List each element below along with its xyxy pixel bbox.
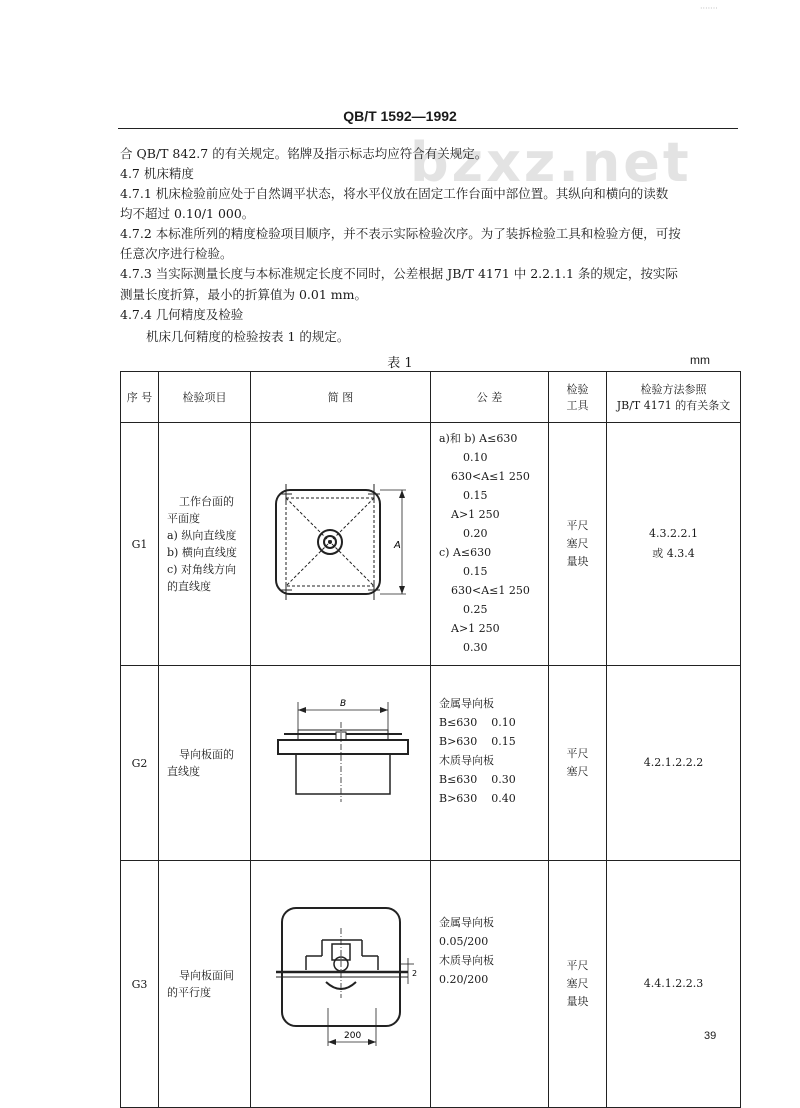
tool-name: 塞尺 bbox=[566, 977, 589, 990]
tool-name: 平尺 bbox=[566, 747, 589, 760]
diagram-cell bbox=[251, 423, 431, 666]
tolerance-line: a)和 b) A≤630 bbox=[439, 432, 518, 445]
header-method-line1: 检验方法参照 bbox=[640, 383, 707, 396]
tolerance-cell bbox=[431, 666, 549, 861]
item-line: a) 纵向直线度 bbox=[167, 529, 237, 542]
item-line: 平面度 bbox=[167, 512, 200, 525]
header-seq: 序 号 bbox=[121, 372, 159, 423]
section-heading: 4.7 机床精度 bbox=[120, 166, 194, 181]
paragraph-line: 合 QB/T 842.7 的有关规定。铭牌及指示标志均应符合有关规定。 bbox=[120, 146, 488, 161]
diagram-cell bbox=[251, 861, 431, 1108]
table-row bbox=[121, 666, 741, 861]
method-ref: 或 4.3.4 bbox=[652, 547, 695, 560]
tool-cell bbox=[549, 423, 607, 666]
method-ref: 4.3.2.2.1 bbox=[649, 527, 698, 540]
header-tool-line2: 工具 bbox=[566, 399, 589, 412]
row-id: G3 bbox=[121, 861, 159, 1108]
item-line: 导向板面的 bbox=[179, 748, 234, 761]
item-line: 工作台面的 bbox=[179, 495, 234, 508]
paragraph-line: 4.7.3 当实际测量长度与本标准规定长度不同时，公差根据 JB/T 4171 中 2.2.1.1 条的规定，按实际 bbox=[120, 266, 678, 281]
tolerance-line: A>1 250 bbox=[451, 508, 500, 521]
tolerance-line: 0.20/200 bbox=[439, 973, 489, 986]
paragraph-line: 机床几何精度的检验按表 1 的规定。 bbox=[146, 329, 350, 344]
dimension-label-b: B bbox=[339, 698, 346, 709]
standard-header: QB/T 1592—1992 bbox=[343, 108, 457, 124]
dimension-label-a: A bbox=[393, 539, 401, 551]
inspection-item bbox=[159, 423, 251, 666]
page-number: 39 bbox=[704, 1030, 717, 1042]
tolerance-line: 630<A≤1 250 bbox=[451, 584, 530, 597]
tolerance-line: 金属导向板 bbox=[439, 697, 494, 710]
method-ref-cell bbox=[607, 666, 741, 861]
table-unit: mm bbox=[690, 353, 710, 367]
tolerance-line: 630<A≤1 250 bbox=[451, 470, 530, 483]
tolerance-line: 木质导向板 bbox=[439, 754, 494, 767]
item-line: 导向板面间 bbox=[179, 969, 234, 982]
header-method bbox=[607, 372, 741, 423]
inspection-item bbox=[159, 666, 251, 861]
row-id: G2 bbox=[121, 666, 159, 861]
method-ref-cell bbox=[607, 861, 741, 1108]
tolerance-line: 0.15 bbox=[463, 565, 488, 578]
header-rule bbox=[118, 128, 738, 129]
tolerance-cell bbox=[431, 861, 549, 1108]
method-ref: 4.4.1.2.2.3 bbox=[643, 977, 704, 990]
tolerance-line: B≤630 0.30 bbox=[439, 773, 516, 786]
tolerance-cell bbox=[431, 423, 549, 666]
tolerance-line: 0.20 bbox=[463, 527, 488, 540]
tolerance-line: 金属导向板 bbox=[439, 916, 494, 929]
tool-cell bbox=[549, 861, 607, 1108]
paragraph-line: 任意次序进行检验。 bbox=[120, 246, 233, 261]
tolerance-line: A>1 250 bbox=[451, 622, 500, 635]
table-row bbox=[121, 861, 741, 1108]
tool-name: 塞尺 bbox=[566, 537, 589, 550]
dimension-label-200: 200 bbox=[343, 1030, 361, 1041]
inspection-item bbox=[159, 861, 251, 1108]
tolerance-line: B≤630 0.10 bbox=[439, 716, 516, 729]
tool-name: 量块 bbox=[566, 995, 589, 1008]
guide-plate-parallelism-diagram bbox=[256, 898, 426, 1068]
watermark: bzxz.net bbox=[410, 131, 692, 194]
tolerance-line: c) A≤630 bbox=[439, 546, 492, 559]
tool-cell bbox=[549, 666, 607, 861]
tolerance-line: 0.05/200 bbox=[439, 935, 489, 948]
worktable-flatness-diagram bbox=[256, 468, 426, 618]
tolerance-line: 0.10 bbox=[463, 451, 488, 464]
row-id: G1 bbox=[121, 423, 159, 666]
section-heading: 4.7.4 几何精度及检验 bbox=[120, 307, 244, 322]
item-line: 的直线度 bbox=[167, 580, 211, 593]
tool-name: 量块 bbox=[566, 555, 589, 568]
tolerance-line: 0.25 bbox=[463, 603, 488, 616]
table-caption: 表 1 bbox=[387, 356, 413, 371]
dimension-label-2: 2 bbox=[411, 968, 417, 978]
header-item: 检验项目 bbox=[159, 372, 251, 423]
guide-plate-straightness-diagram bbox=[256, 692, 426, 832]
paragraph-line: 测量长度折算，最小的折算值为 0.01 mm。 bbox=[120, 287, 367, 302]
table-header-row bbox=[121, 372, 741, 423]
table-row bbox=[121, 423, 741, 666]
corner-mark: ······· bbox=[700, 4, 718, 13]
tolerance-line: 0.15 bbox=[463, 489, 488, 502]
header-tolerance: 公 差 bbox=[431, 372, 549, 423]
tolerance-line: 木质导向板 bbox=[439, 954, 494, 967]
method-ref: 4.2.1.2.2.2 bbox=[643, 756, 704, 769]
tolerance-line: B>630 0.15 bbox=[439, 735, 516, 748]
item-line: 的平行度 bbox=[167, 986, 211, 999]
diagram-cell bbox=[251, 666, 431, 861]
header-tool-line1: 检验 bbox=[566, 383, 589, 396]
tool-name: 平尺 bbox=[566, 959, 589, 972]
tolerance-line: B>630 0.40 bbox=[439, 792, 516, 805]
method-ref-cell bbox=[607, 423, 741, 666]
item-line: c) 对角线方向 bbox=[167, 563, 236, 576]
paragraph-line: 均不超过 0.10/1 000。 bbox=[120, 206, 255, 221]
tool-name: 平尺 bbox=[566, 519, 589, 532]
tolerance-line: 0.30 bbox=[463, 641, 488, 654]
item-line: b) 横向直线度 bbox=[167, 546, 237, 559]
paragraph-line: 4.7.1 机床检验前应处于自然调平状态，将水平仪放在固定工作台面中部位置。其纵向和横向的读数 bbox=[120, 186, 669, 201]
paragraph-line: 4.7.2 本标准所列的精度检验项目顺序，并不表示实际检验次序。为了装拆检验工具和检验方便，可按 bbox=[120, 226, 681, 241]
header-method-line2: JB/T 4171 的有关条文 bbox=[616, 399, 731, 412]
item-line: 直线度 bbox=[167, 765, 200, 778]
header-tool bbox=[549, 372, 607, 423]
header-diagram: 简 图 bbox=[251, 372, 431, 423]
tool-name: 塞尺 bbox=[566, 765, 589, 778]
